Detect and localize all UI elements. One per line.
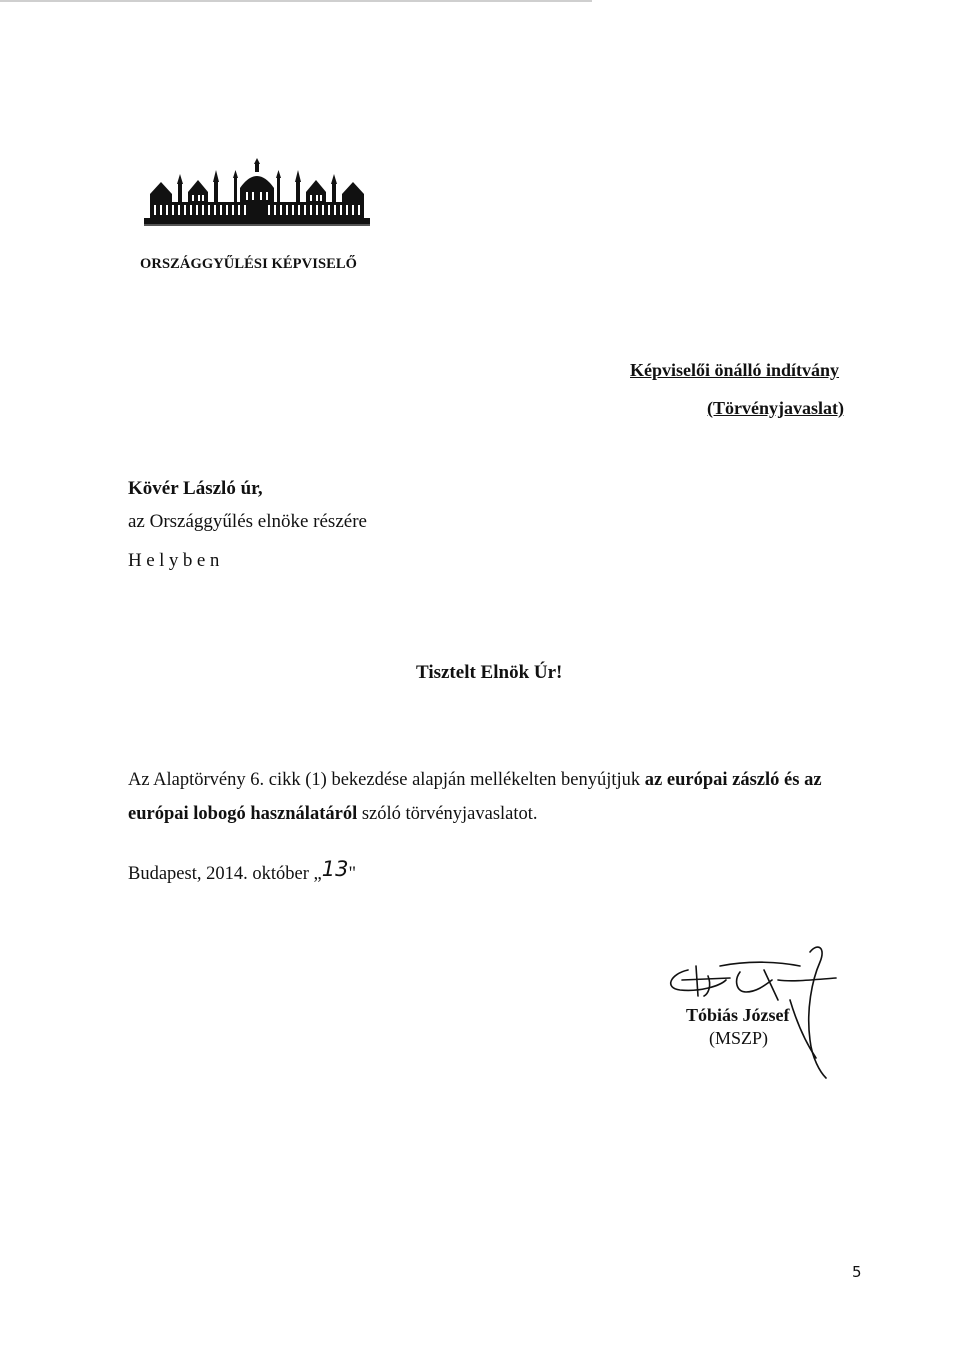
signer-party: (MSZP) xyxy=(709,1028,769,1048)
place-and-date xyxy=(128,857,356,885)
recipient-name: Kövér László úr, xyxy=(128,478,263,499)
signer-name: Tóbiás József xyxy=(686,1005,790,1025)
date-text: Budapest, 2014. október „ xyxy=(128,864,322,884)
page-number: 5 xyxy=(852,1263,862,1281)
recipient-role: az Országgyűlés elnöke részére xyxy=(128,511,367,532)
scan-edge-line xyxy=(0,0,592,2)
document-type-title: Képviselői önálló indítvány xyxy=(630,360,840,380)
office-title: ORSZÁGGYŰLÉSI KÉPVISELŐ xyxy=(140,256,358,272)
document-subtitle: (Törvényjavaslat) xyxy=(707,398,844,418)
body-text-bold: az európai zászló és az xyxy=(644,770,822,790)
body-text-plain: Az Alaptörvény 6. cikk (1) bekezdése alapján mellékelten benyújtjuk xyxy=(128,770,645,790)
salutation: Tisztelt Elnök Úr! xyxy=(416,662,563,683)
date-close-quote: " xyxy=(348,864,356,884)
body-paragraph-line-1 xyxy=(128,770,822,791)
body-text-plain-2: szóló törvényjavaslatot. xyxy=(357,804,538,824)
handwritten-day: 13 xyxy=(321,857,349,881)
body-text-bold-2: európai lobogó használatáról xyxy=(128,804,358,824)
recipient-location: Helyben xyxy=(128,550,224,571)
parliament-building-icon xyxy=(144,158,370,230)
body-paragraph-line-2 xyxy=(128,804,538,825)
